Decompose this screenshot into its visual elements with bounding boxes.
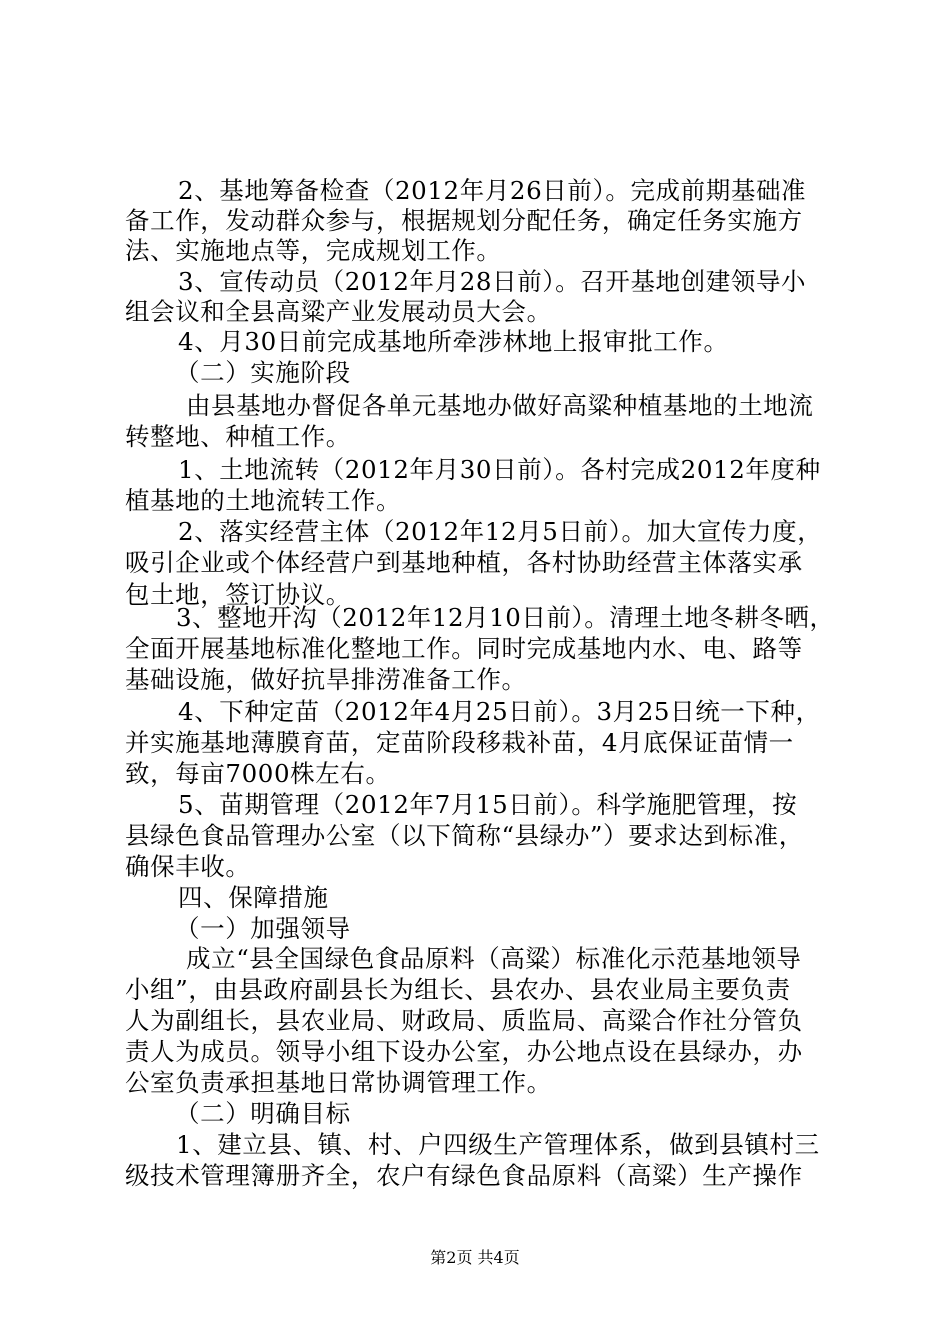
- paragraph-line: 责人为成员。领导小组下设办公室，办公地点设在县绿办，办: [125, 1037, 803, 1066]
- page-number-footer: 第2页 共4页: [430, 1248, 520, 1267]
- paragraph-line: 3、整地开沟（2012年12月10日前）。清理土地冬耕冬晒，: [176, 603, 835, 632]
- paragraph-line: 植基地的土地流转工作。: [125, 486, 402, 515]
- paragraph-line: 组会议和全县高粱产业发展动员大会。: [125, 297, 552, 326]
- paragraph-line: 3、宣传动员（2012年月28日前）。召开基地创建领导小: [178, 267, 807, 296]
- paragraph-line: 小组”，由县政府副县长为组长、县农办、县农业局主要负责: [125, 975, 791, 1004]
- paragraph-line: 致，每亩7000株左右。: [125, 759, 391, 788]
- paragraph-line: 人为副组长，县农业局、财政局、质监局、高粱合作社分管负: [125, 1006, 803, 1035]
- paragraph-line: 4、下种定苗（2012年4月25日前）。3月25日统一下种，: [178, 697, 821, 726]
- paragraph-line: 成立“县全国绿色食品原料（高粱）标准化示范基地领导: [186, 944, 802, 973]
- paragraph-line: 级技术管理簿册齐全，农户有绿色食品原料（高粱）生产操作: [125, 1161, 803, 1190]
- paragraph-line: 法、实施地点等，完成规划工作。: [125, 236, 502, 265]
- paragraph-line: 吸引企业或个体经营户到基地种植，各村协助经营主体落实承: [125, 548, 803, 577]
- paragraph-line: 2、基地筹备检查（2012年月26日前）。完成前期基础准: [178, 176, 807, 205]
- paragraph-line: 包土地，签订协议。: [125, 580, 351, 609]
- paragraph-line: 2、落实经营主体（2012年12月5日前）。加大宣传力度，: [178, 517, 823, 546]
- paragraph-line: 5、苗期管理（2012年7月15日前）。科学施肥管理，按: [178, 790, 798, 819]
- paragraph-line: 4、月30日前完成基地所牵涉林地上报审批工作。: [178, 327, 729, 356]
- paragraph-line: 确保丰收。: [125, 852, 251, 881]
- section-heading: （二）实施阶段: [175, 358, 351, 387]
- section-heading: （二）明确目标: [175, 1099, 351, 1128]
- paragraph-line: 1、建立县、镇、村、户四级生产管理体系，做到县镇村三: [176, 1130, 820, 1159]
- paragraph-line: 公室负责承担基地日常协调管理工作。: [125, 1068, 552, 1097]
- paragraph-line: 基础设施，做好抗旱排涝准备工作。: [125, 665, 527, 694]
- paragraph-line: 全面开展基地标准化整地工作。同时完成基地内水、电、路等: [125, 634, 803, 663]
- section-heading: 四、保障措施: [178, 883, 329, 912]
- paragraph-line: 由县基地办督促各单元基地办做好高粱种植基地的土地流: [186, 391, 814, 420]
- paragraph-line: 并实施基地薄膜育苗，定苗阶段移栽补苗，4月底保证苗情一: [125, 728, 794, 757]
- paragraph-line: 1、土地流转（2012年月30日前）。各村完成2012年度种: [178, 455, 821, 484]
- paragraph-line: 县绿色食品管理办公室（以下简称“县绿办”）要求达到标准，: [125, 821, 804, 850]
- paragraph-line: 备工作，发动群众参与，根据规划分配任务，确定任务实施方: [125, 206, 803, 235]
- section-heading: （一）加强领导: [175, 914, 351, 943]
- paragraph-line: 转整地、种植工作。: [125, 422, 351, 451]
